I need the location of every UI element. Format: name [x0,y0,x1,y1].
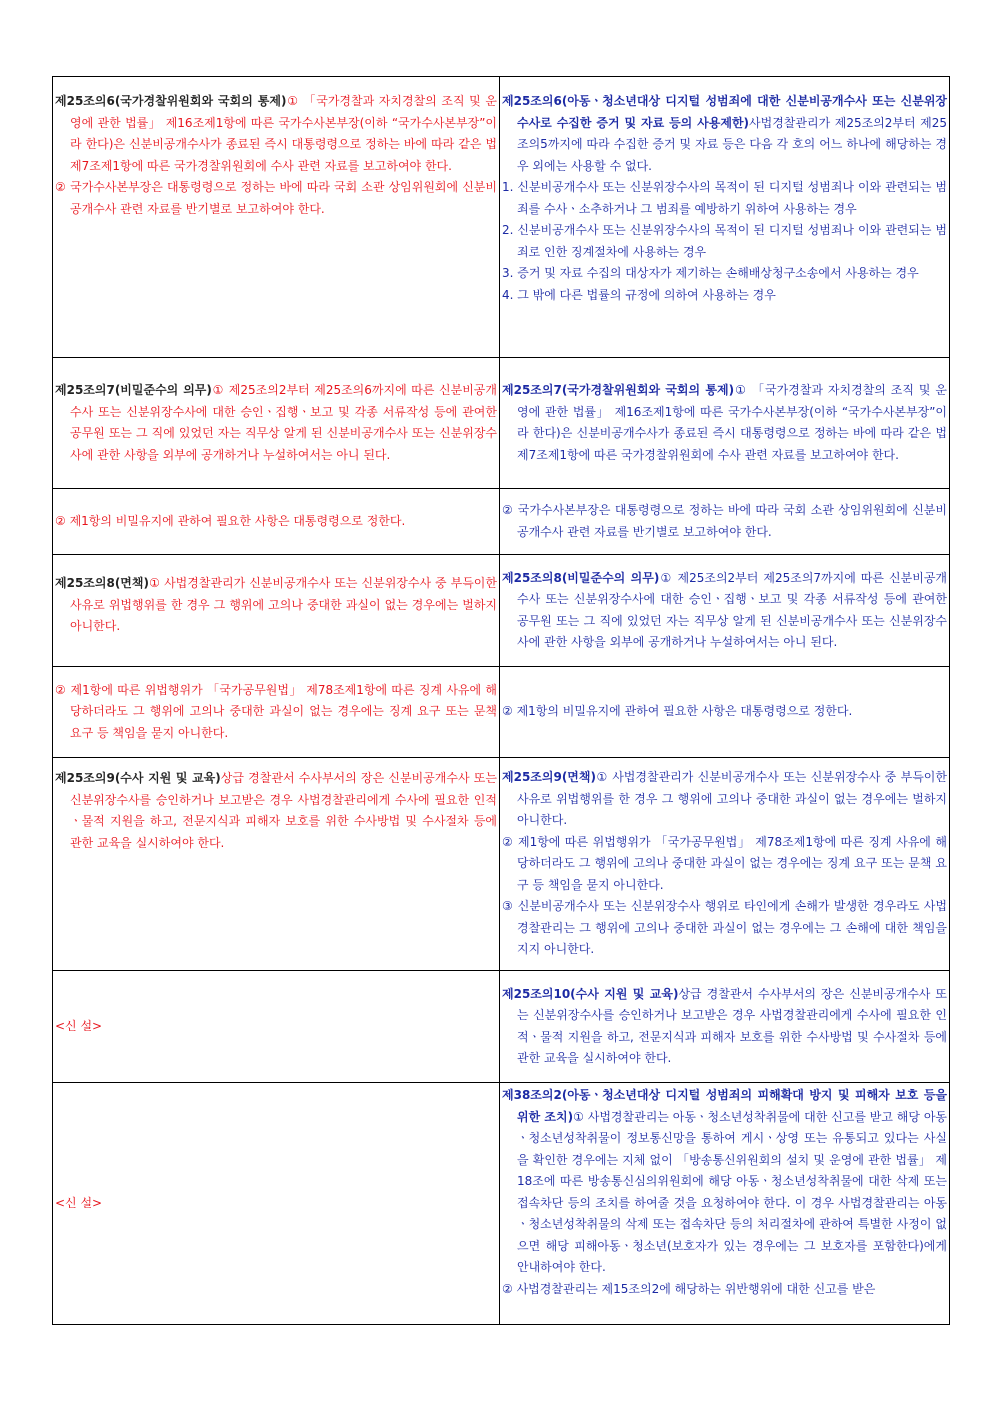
table-row [53,489,950,555]
article-heading: 제25조의8(면책) [55,576,149,590]
table-row [53,667,950,758]
new-text-cell [500,358,950,489]
new-text-cell [500,77,950,358]
new-text-cell [500,555,950,667]
article-paragraph: 제25조의9(면책)① 사법경찰관리가 신분비공개수사 또는 신분위장수사 중 부득이한 사유로 위법행위를 한 경우 그 행위에 고의나 중대한 과실이 없는 경우에는 벌하지 아니한다. [502,770,947,828]
article-paragraph: ③ 신분비공개수사 또는 신분위장수사 행위로 타인에게 손해가 발생한 경우라도 사법경찰관리는 그 행위에 고의나 중대한 과실이 없는 경우에는 그 손해에 대한 책임을 지지 아니한다. [502,899,947,957]
article-heading: 제25조의7(비밀준수의 의무) [55,383,212,397]
article-paragraph: 제25조의6(국가경찰위원회와 국회의 통제)① 「국가경찰과 자치경찰의 조직 및 운영에 관한 법률」 제16조제1항에 따른 국가수사본부장(이하 “국가수사본부장”이라 한다)은 신분비공개수사가 종료된 즉시 대통령령으로 정하는 바에 따라 같은 법 제7조제1항에 따른 국가경찰위원회에 수사 관련 자료를 보고하여야 한다. [55,94,497,173]
list-item: 4. 그 밖에 다른 법률의 규정에 의하여 사용하는 경우 [502,287,776,302]
table-row [53,358,950,489]
new-provision-label: <신 설> [55,1195,103,1210]
table-row [53,77,950,358]
list-item: 1. 신분비공개수사 또는 신분위장수사의 목적이 된 디지털 성범죄나 이와 관련되는 범죄를 수사ㆍ소추하거나 그 범죄를 예방하기 위하여 사용하는 경우 [502,180,947,216]
article-paragraph: ② 국가수사본부장은 대통령령으로 정하는 바에 따라 국회 소관 상임위원회에 신분비공개수사 관련 자료를 반기별로 보고하여야 한다. [55,180,497,216]
article-paragraph: ② 제1항에 따른 위법행위가 「국가공무원법」 제78조제1항에 따른 징계 사유에 해당하더라도 그 행위에 고의나 중대한 과실이 없는 경우에는 징계 요구 또는 문책 요구 등 책임을 묻지 아니한다. [502,834,947,892]
article-paragraph: ② 국가수사본부장은 대통령령으로 정하는 바에 따라 국회 소관 상임위원회에 신분비공개수사 관련 자료를 반기별로 보고하여야 한다. [502,503,947,539]
article-paragraph: ② 제1항의 비밀유지에 관하여 필요한 사항은 대통령령으로 정한다. [55,513,406,528]
comparison-table [52,76,950,1325]
new-text-cell [500,1083,950,1325]
list-item: 3. 증거 및 자료 수집의 대상자가 제기하는 손해배상청구소송에서 사용하는 경우 [502,266,919,280]
old-text-cell [53,77,500,358]
old-text-cell [53,667,500,758]
article-heading: 제38조의2(아동ㆍ청소년대상 디지털 성범죄의 피해확대 방지 및 피해자 보호 등을 위한 조치) [502,1088,947,1124]
new-text-cell [500,971,950,1083]
article-paragraph: ② 제1항의 비밀유지에 관하여 필요한 사항은 대통령령으로 정한다. [502,704,853,719]
article-paragraph: 제38조의2(아동ㆍ청소년대상 디지털 성범죄의 피해확대 방지 및 피해자 보호 등을 위한 조치)① 사법경찰관리는 아동ㆍ청소년성착취물에 대한 신고를 받고 해당 아동ㆍ청소년성착취물이 정보통신망을 통하여 게시ㆍ상영 또는 유통되고 있다는 사실을 확인한 경우에는 지체 없이 「방송통신위원회의 설치 및 운영에 관한 법률」 제18조에 따른 방송통신심의위원회에 해당 아동ㆍ청소년성착취물에 대한 삭제 또는 접속차단 등의 조치를 하여줄 것을 요청하여야 한다. 이 경우 사법경찰관리는 아동ㆍ청소년성착취물의 삭제 또는 접속차단 등의 처리절차에 관하여 특별한 사정이 없으면 해당 피해아동ㆍ청소년(보호자가 있는 경우에는 그 보호자를 포함한다)에게 안내하여야 한다. [502,1088,948,1274]
article-heading: 제25조의8(비밀준수의 의무) [502,570,660,585]
table-row [53,1083,950,1325]
article-paragraph: ② 제1항에 따른 위법행위가 「국가공무원법」 제78조제1항에 따른 징계 사유에 해당하더라도 그 행위에 고의나 중대한 과실이 없는 경우에는 징계 요구 또는 문책 요구 등 책임을 묻지 아니한다. [55,682,497,740]
article-heading: 제25조의9(수사 지원 및 교육) [55,771,221,785]
article-heading: 제25조의6(아동ㆍ청소년대상 디지털 성범죄에 대한 신분비공개수사 또는 신분위장수사로 수집한 증거 및 자료 등의 사용제한) [502,94,947,130]
table-row [53,555,950,667]
old-text-cell [53,489,500,555]
article-heading: 제25조의7(국가경찰위원회와 국회의 통제) [502,383,735,397]
article-heading: 제25조의10(수사 지원 및 교육) [502,986,679,1001]
table-row [53,971,950,1083]
article-paragraph: 제25조의6(아동ㆍ청소년대상 디지털 성범죄에 대한 신분비공개수사 또는 신분위장수사로 수집한 증거 및 자료 등의 사용제한)사법경찰관리가 제25조의2부터 제25조의5까지에 따라 수집한 증거 및 자료 등은 다음 각 호의 어느 하나에 해당하는 경우 외에는 사용할 수 없다. [502,94,947,173]
old-text-cell [53,1083,500,1325]
article-paragraph: 제25조의7(비밀준수의 의무)① 제25조의2부터 제25조의6까지에 따른 신분비공개수사 또는 신분위장수사에 대한 승인ㆍ집행ㆍ보고 및 각종 서류작성 등에 관여한 공무원 또는 그 직에 있었던 자는 직무상 알게 된 신분비공개수사 또는 신분위장수사에 관한 사항을 외부에 공개하거나 누설하여서는 아니 된다. [55,383,497,462]
new-provision-label: <신 설> [55,1018,103,1033]
article-paragraph: 제25조의9(수사 지원 및 교육)상급 경찰관서 수사부서의 장은 신분비공개수사 또는 신분위장수사를 승인하거나 보고받은 경우 사법경찰관리에게 수사에 필요한 인적ㆍ물적 지원을 하고, 전문지식과 피해자 보호를 위한 수사방법 및 수사절차 등에 관한 교육을 실시하여야 한다. [55,771,497,850]
old-text-cell [53,555,500,667]
article-paragraph: 제25조의10(수사 지원 및 교육)상급 경찰관서 수사부서의 장은 신분비공개수사 또는 신분위장수사를 승인하거나 보고받은 경우 사법경찰관리에게 수사에 필요한 인적ㆍ물적 지원을 하고, 전문지식과 피해자 보호를 위한 수사방법 및 수사절차 등에 관한 교육을 실시하여야 한다. [502,986,947,1065]
new-text-cell [500,667,950,758]
article-paragraph: 제25조의8(면책)① 사법경찰관리가 신분비공개수사 또는 신분위장수사 중 부득이한 사유로 위법행위를 한 경우 그 행위에 고의나 중대한 과실이 없는 경우에는 벌하지 아니한다. [55,576,497,633]
article-paragraph: 제25조의7(국가경찰위원회와 국회의 통제)① 「국가경찰과 자치경찰의 조직 및 운영에 관한 법률」 제16조제1항에 따른 국가수사본부장(이하 “국가수사본부장”이라 한다)은 신분비공개수사가 종료된 즉시 대통령령으로 정하는 바에 따라 같은 법 제7조제1항에 따른 국가경찰위원회에 수사 관련 자료를 보고하여야 한다. [502,383,947,462]
list-item: 2. 신분비공개수사 또는 신분위장수사의 목적이 된 디지털 성범죄나 이와 관련되는 범죄로 인한 징계절차에 사용하는 경우 [502,223,947,259]
new-text-cell [500,758,950,971]
article-heading: 제25조의6(국가경찰위원회와 국회의 통제) [55,94,287,108]
old-text-cell [53,758,500,971]
article-paragraph: 제25조의8(비밀준수의 의무)① 제25조의2부터 제25조의7까지에 따른 신분비공개수사 또는 신분위장수사에 대한 승인ㆍ집행ㆍ보고 및 각종 서류작성 등에 관여한 공무원 또는 그 직에 있었던 자는 직무상 알게 된 신분비공개수사 또는 신분위장수사에 관한 사항을 외부에 공개하거나 누설하여서는 아니 된다. [502,570,948,649]
article-paragraph: ② 사법경찰관리는 제15조의2에 해당하는 위반행위에 대한 신고를 받은 [502,1281,876,1296]
old-text-cell [53,358,500,489]
new-text-cell [500,489,950,555]
article-heading: 제25조의9(면책) [502,770,596,785]
table-row [53,758,950,971]
old-text-cell [53,971,500,1083]
